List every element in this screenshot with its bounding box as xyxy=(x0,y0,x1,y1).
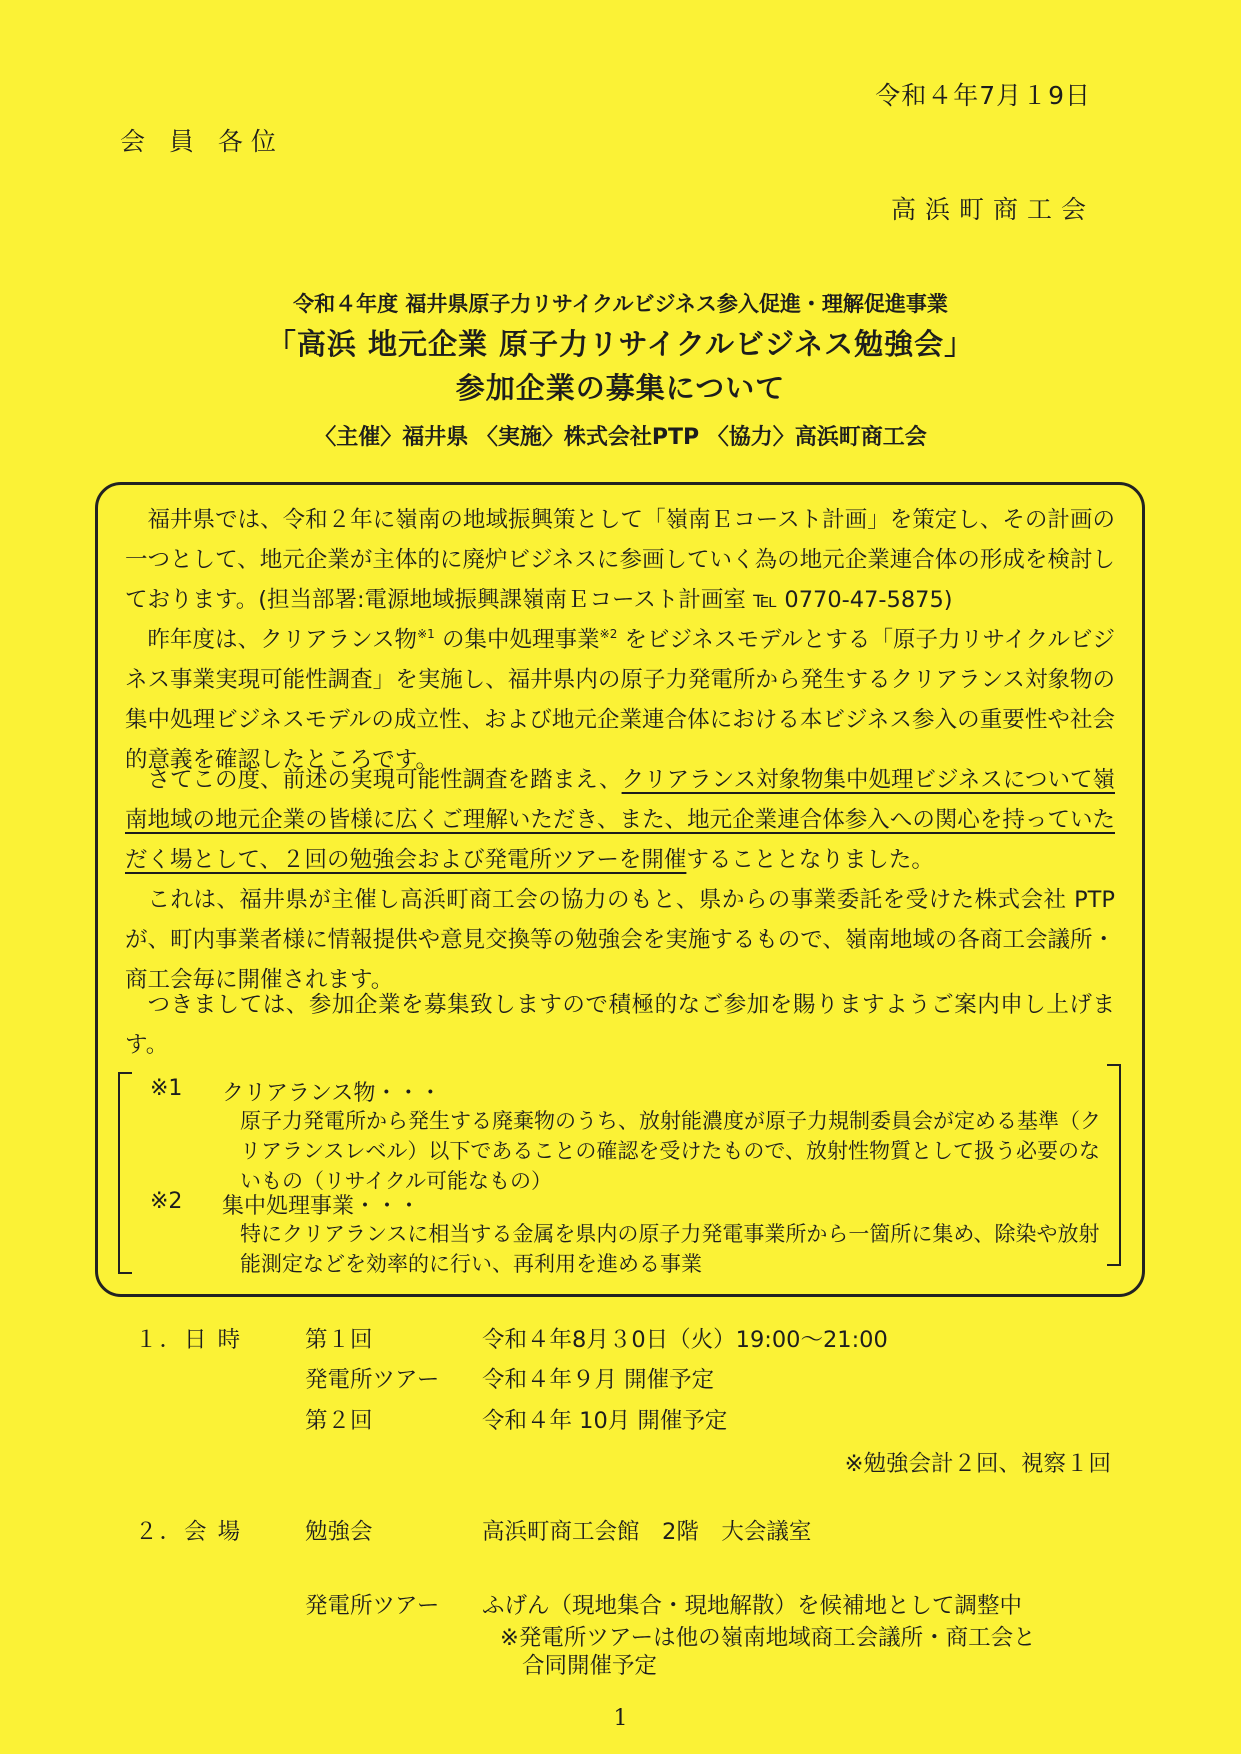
paragraph-5: つきましては、参加企業を募集致しますので積極的なご参加を賜りますようご案内申し上げます。 xyxy=(125,992,1115,1058)
venue-note-line-2: 合同開催予定 xyxy=(522,1653,658,1679)
title-recruitment: 参加企業の募集について xyxy=(455,371,786,405)
footnote-ref-1: ※1 xyxy=(417,627,435,641)
note-2-mark: ※2 xyxy=(150,1189,183,1214)
schedule-value-3: 令和４年 10月 開催予定 xyxy=(482,1408,728,1434)
organizers: 〈主催〉福井県 〈実施〉株式会社PTP 〈協力〉高浜町商工会 xyxy=(314,425,927,450)
note-1-mark: ※1 xyxy=(150,1076,183,1101)
issue-date: 令和４年7月１9日 xyxy=(875,81,1091,110)
venue-heading: ２．会 場 xyxy=(135,1519,243,1545)
notes-bracket-left xyxy=(118,1072,132,1274)
note-1-text: 原子力発電所から発生する廃棄物のうち、放射能濃度が原子力規制委員会が定める基準（クリアランスレベル）以下であることの確認を受けたもので、放射性物質として扱う必要のないもの（リサイクル可能なもの） xyxy=(240,1109,1101,1193)
note-2-term: 集中処理事業・・・ xyxy=(222,1194,421,1219)
title-main: 「高浜 地元企業 原子力リサイクルビジネス勉強会」 xyxy=(266,327,975,361)
sender: 高浜町商工会 xyxy=(890,195,1095,224)
schedule-label-1: 第１回 xyxy=(305,1327,373,1353)
schedule-label-2: 発電所ツアー xyxy=(305,1367,440,1393)
venue-label-2: 発電所ツアー xyxy=(305,1593,440,1619)
paragraph-2: 昨年度は、クリアランス物$^{※1}$ の集中処理事業$^{※2}$ をビジネスモデルとする「原子力リサイクルビジネス事業実現可能性調査」を実施し、福井県内の原子力発電所から発生するクリアランス対象物の集中処理ビジネスモデルの成立性、および地元企業連合体における本ビジネス参入の重要性や社会的意義を確認したところです。 xyxy=(125,627,1116,773)
page-number: 1 xyxy=(613,1706,628,1731)
venue-value-1: 高浜町商工会館 2階 大会議室 xyxy=(482,1519,812,1545)
venue-label-1: 勉強会 xyxy=(305,1519,373,1545)
paragraph-3: さてこの度、前述の実現可能性調査を踏まえ、クリアランス対象物集中処理ビジネスについて嶺南地域の地元企業の皆様に広くご理解いただき、また、地元企業連合体参入への関心を持っていただく場として、２回の勉強会および発電所ツアーを開催することとなりました。 xyxy=(125,767,1115,873)
underlined-purpose: クリアランス対象物集中処理ビジネスについて嶺南地域の地元企業の皆様に広くご理解いただき、また、地元企業連合体参入への関心を持っていただく場として、２回の勉強会および発電所ツアーを開催 xyxy=(125,767,1115,873)
schedule-note: ※勉強会計２回、視察１回 xyxy=(844,1451,1111,1477)
note-1-term: クリアランス物・・・ xyxy=(222,1081,442,1106)
venue-note-line-1: ※発電所ツアーは他の嶺南地域商工会議所・商工会と xyxy=(500,1625,1036,1651)
paragraph-1: 福井県では、令和２年に嶺南の地域振興策として「嶺南Ｅコースト計画」を策定し、その計画の一つとして、地元企業が主体的に廃炉ビジネスに参画していく為の地元企業連合体の形成を検討しております。(担当部署:電源地域振興課嶺南Ｅコースト計画室 ℡ 0770-47-5875) xyxy=(125,507,1115,613)
addressee: 会 員 各位 xyxy=(120,127,284,156)
paragraph-4: これは、福井県が主催し高浜町商工会の協力のもと、県からの事業委託を受けた株式会社 PTP が、町内事業者様に情報提供や意見交換等の勉強会を実施するもので、嶺南地域の各商工会議所・商工会毎に開催されます。 xyxy=(125,887,1115,993)
note-2-text: 特にクリアランスに相当する金属を県内の原子力発電事業所から一箇所に集め、除染や放射能測定などを効率的に行い、再利用を進める事業 xyxy=(240,1222,1100,1276)
schedule-label-3: 第２回 xyxy=(305,1408,373,1434)
schedule-value-2: 令和４年９月 開催予定 xyxy=(482,1367,715,1393)
schedule-heading: １．日 時 xyxy=(135,1327,243,1353)
venue-value-2: ふげん（現地集合・現地解散）を候補地として調整中 xyxy=(482,1593,1023,1619)
schedule-value-1: 令和４年8月３0日（火）19:00～21:00 xyxy=(482,1327,888,1353)
footnote-ref-2: ※2 xyxy=(599,627,618,641)
title-subtitle: 令和４年度 福井県原子力リサイクルビジネス参入促進・理解促進事業 xyxy=(293,292,948,316)
